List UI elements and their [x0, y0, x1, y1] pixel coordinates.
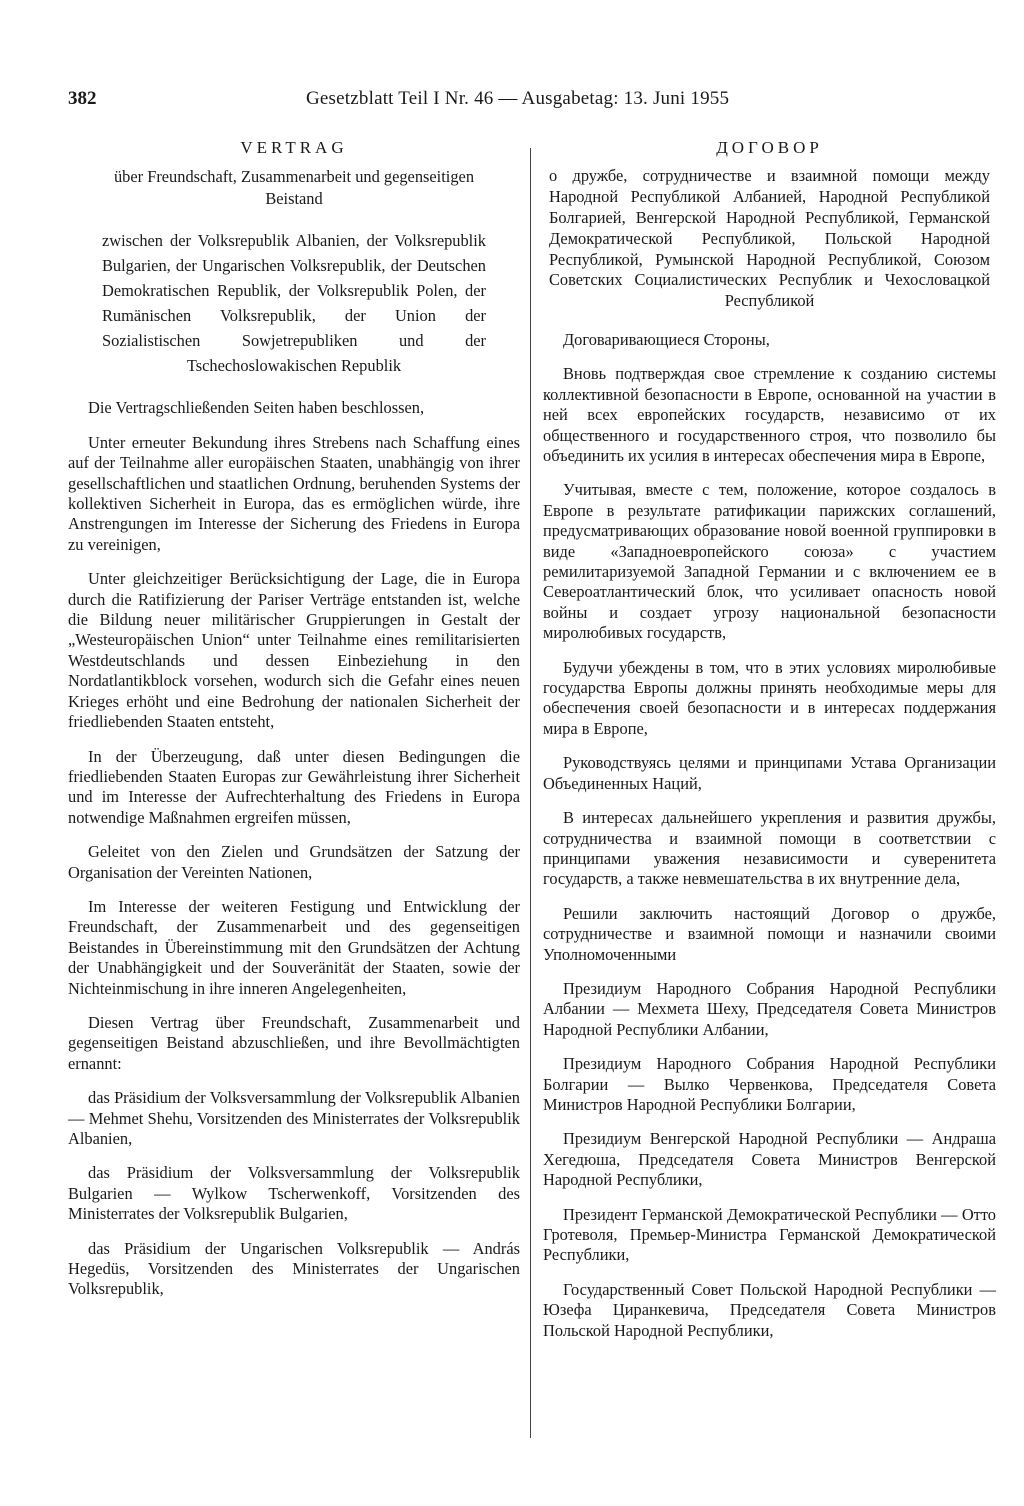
german-heading: VERTRAG [240, 138, 348, 157]
russian-heading: ДОГОВОР [716, 138, 823, 157]
russian-paragraph: Руководствуясь целями и принципами Устава Организации Объединенных Наций, [543, 753, 996, 793]
page-header [68, 88, 988, 114]
german-paragraph: Geleitet von den Zielen und Grundsätzen der Satzung der Organisation der Vereinten Nationen, [68, 842, 520, 882]
german-paragraph: das Präsidium der Volksversammlung der Volksrepublik Albanien — Mehmet Shehu, Vorsitzenden des Ministerrates der Volksrepublik Albanien, [68, 1088, 520, 1148]
russian-paragraph: Государственный Совет Польской Народной Республики — Юзефа Циранкевича, Председателя Совета Министров Польской Народной Республики, [543, 1279, 996, 1340]
russian-paragraph: Договаривающиеся Стороны, [563, 329, 770, 349]
russian-paragraph: Президент Германской Демократической Республики — Отто Гротеволя, Премьер-Министра Германской Демократической Республики, [543, 1204, 996, 1265]
german-paragraph: Unter gleichzeitiger Berücksichtigung der Lage, die in Europa durch die Ratifizierung der Pariser Verträge entstanden ist, welche die Bildung neuer militärischer Gruppierungen in Gestalt der „Westeuropäischen Union“ unter Teilnahme eines remilitarisierten Westdeutschlands und dessen Einbeziehung in den Nordatlantikblock vorsehen, wodurch sich die Gefahr eines neuen Krieges erhöht und eine Bedrohung der nationalen Sicherheit der friedliebenden Staaten entsteht, [68, 569, 520, 732]
gazette-issue-title: Gesetzblatt Teil I Nr. 46 — Ausgabetag: 13. Juni 1955 [306, 88, 730, 109]
page-number: 382 [68, 88, 97, 109]
german-column [68, 138, 520, 1314]
russian-paragraph: Будучи убеждены в том, что в этих условиях миролюбивые государства Европы должны принять необходимые меры для обеспечения своей безопасности и в интересах поддержания мира в Европе, [543, 657, 996, 738]
german-paragraph: das Präsidium der Ungarischen Volksrepublik — András Hegedüs, Vorsitzenden des Ministerrates der Ungarischen Volksrepublik, [68, 1238, 520, 1299]
german-paragraph: Unter erneuter Bekundung ihres Strebens nach Schaffung eines auf der Teilnahme aller europäischen Staaten, unabhängig von ihrer gesellschaftlichen und staatlichen Ordnung, beruhenden Systems der kollektiven Sicherheit in Europa, das es ermöglichen würde, ihre Anstrengungen im Interesse der Sicherung des Friedens in Europa zu vereinigen, [68, 432, 520, 554]
russian-column [543, 138, 996, 1355]
german-paragraph: Die Vertragschließenden Seiten haben beschlossen, [88, 398, 425, 418]
german-paragraph: Diesen Vertrag über Freundschaft, Zusammenarbeit und gegenseitigen Beistand abzuschließen, und ihre Bevollmächtigten ernannt: [68, 1012, 520, 1073]
russian-paragraph: Президиум Венгерской Народной Республики — Андраша Хегедюша, Председателя Совета Министров Венгерской Народной Республики, [543, 1129, 996, 1190]
russian-paragraph: Президиум Народного Собрания Народной Республики Болгарии — Вылко Червенкова, Председателя Совета Министров Народной Республики Болгарии, [543, 1054, 996, 1114]
german-paragraph: Im Interesse der weiteren Festigung und Entwicklung der Freundschaft, der Zusammenarbeit und des gegenseitigen Beistandes in Übereinstimmung mit den Grundsätzen der Achtung der Unabhängigkeit und der Souveränität der Staaten, sowie der Nichteinmischung in ihre inneren Angelegenheiten, [68, 896, 520, 998]
russian-paragraph: Решили заключить настоящий Договор о дружбе, сотрудничестве и взаимной помощи и назначили своими Уполномоченными [543, 903, 996, 964]
russian-paragraph: Президиум Народного Собрания Народной Республики Албании — Мехмета Шеху, Председателя Совета Министров Народной Республики Албании, [543, 978, 996, 1039]
german-parties: zwischen der Volksrepublik Albanien, der Volksrepublik Bulgarien, der Ungarischen Volksrepublik, der Deutschen Demokratischen Republik, der Volksrepublik Polen, der Rumänischen Volksrepublik, der Union der Sozialistischen Sowjetrepubliken und der Tschechoslowakischen Republik [102, 231, 486, 376]
german-paragraph: das Präsidium der Volksversammlung der Volksrepublik Bulgarien — Wylkow Tscherwenkoff, Vorsitzenden des Ministerrates der Volksrepublik Bulgarien, [68, 1163, 520, 1224]
column-divider [530, 148, 531, 1438]
russian-subtitle: о дружбе, сотрудничестве и взаимной помощи между Народной Республикой Албанией, Народной Республикой Болгарией, Венгерской Народной Республикой, Германской Демократической Республикой, Польской Народной Республикой, Румынской Народной Республикой, Союзом Советских Социалистических Республик и Чехословацкой Республикой [549, 166, 990, 311]
russian-paragraph: Вновь подтверждая свое стремление к созданию системы коллективной безопасности в Европе, основанной на участии в ней всех европейских государств, независимо от их общественного и государственного строя, что позволило бы объединить их усилия в интересах обеспечения мира в Европе, [543, 364, 996, 466]
german-subtitle: über Freundschaft, Zusammenarbeit und gegenseitigen Beistand [113, 167, 475, 209]
russian-paragraph: В интересах дальнейшего укрепления и развития дружбы, сотрудничества и взаимной помощи в соответствии с принципами уважения независимости и суверенитета государств, а также невмешательства в их внутренние дела, [543, 808, 996, 889]
german-paragraph: In der Überzeugung, daß unter diesen Bedingungen die friedliebenden Staaten Europas zur Gewährleistung ihrer Sicherheit und im Interesse der Aufrechterhaltung des Friedens in Europa notwendige Maßnahmen ergreifen müssen, [68, 746, 520, 827]
russian-paragraph: Учитывая, вместе с тем, положение, которое создалось в Европе в результате ратификации парижских соглашений, предусматривающих образование новой военной группировки в виде «Западноевропейского союза» с участием ремилитаризуемой Западной Германии и с включением ее в Североатлантический блок, что усиливает опасность новой войны и создает угрозу национальной безопасности миролюбивых государств, [543, 480, 996, 643]
